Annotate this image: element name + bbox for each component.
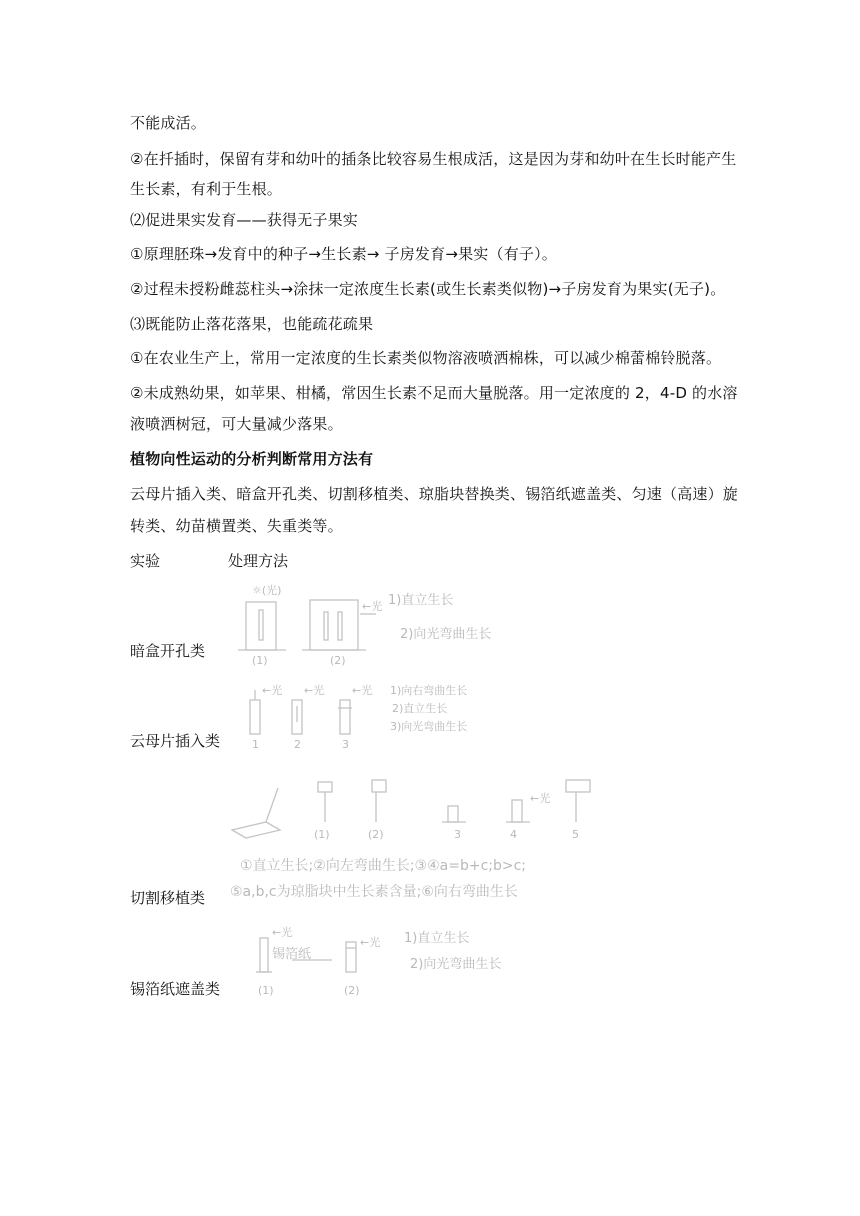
paragraph-line: ⑶既能防止落花落果，也能疏花疏果 bbox=[130, 315, 374, 333]
fig-text: (1) bbox=[258, 984, 274, 997]
fig-text: ☼(光) bbox=[252, 584, 282, 597]
fig-text: 1)直立生长 bbox=[388, 593, 454, 608]
fig-text: 4 bbox=[510, 828, 517, 841]
fig-text: 3 bbox=[342, 738, 349, 751]
fig-text: (1) bbox=[252, 654, 268, 666]
row-label-cut-transplant: 切割移植类 bbox=[130, 889, 206, 907]
paragraph-line: ①原理胚珠→发育中的种子→生长素→ 子房发育→果实（有子）。 bbox=[130, 245, 557, 263]
fig-text: 1 bbox=[252, 738, 259, 751]
cut-transplant-figure bbox=[226, 772, 636, 910]
fig-text: 3)向光弯曲生长 bbox=[390, 720, 468, 733]
foil-figure bbox=[252, 922, 522, 998]
paragraph-line: 液喷洒树冠，可大量减少落果。 bbox=[130, 415, 343, 433]
row-label-mica: 云母片插入类 bbox=[130, 732, 221, 750]
paragraph-line: ②未成熟幼果，如苹果、柑橘，常因生长素不足而大量脱落。用一定浓度的 2，4-D 的水溶 bbox=[130, 384, 738, 402]
fig-text: ←光 bbox=[360, 936, 381, 949]
fig-text: ←光 bbox=[530, 792, 551, 805]
paragraph-line: ②过程未授粉雌蕊柱头→涂抹一定浓度生长素(或生长素类似物)→子房发育为果实(无子)。 bbox=[130, 280, 726, 298]
fig-text: ←光 bbox=[362, 600, 383, 613]
section-heading: 植物向性运动的分析判断常用方法有 bbox=[130, 450, 374, 468]
fig-text: (2) bbox=[344, 984, 360, 997]
fig-text: ←光 bbox=[272, 926, 293, 939]
fig-text: (2) bbox=[330, 654, 346, 666]
fig-text: ①直立生长;②向左弯曲生长;③④a=b+c;b>c; bbox=[240, 858, 527, 874]
paragraph-line: ①在农业生产上，常用一定浓度的生长素类似物溶液喷洒棉株，可以减少棉蕾棉铃脱落。 bbox=[130, 349, 722, 367]
fig-text: ←光 bbox=[352, 684, 373, 697]
row-label-dark-box: 暗盒开孔类 bbox=[130, 642, 206, 660]
fig-text: 1)直立生长 bbox=[404, 931, 470, 946]
fig-text: 5 bbox=[572, 828, 579, 841]
fig-text: ←光 bbox=[304, 684, 325, 697]
dark-box-figure bbox=[238, 580, 498, 666]
mica-figure bbox=[244, 678, 504, 752]
intro-line: 云母片插入类、暗盒开孔类、切割移植类、琼脂块替换类、锡箔纸遮盖类、匀速（高速）旋 bbox=[130, 485, 739, 503]
fig-text: 3 bbox=[454, 828, 461, 841]
fig-text: 2 bbox=[294, 738, 301, 751]
fig-text: 锡箔纸 bbox=[272, 947, 312, 962]
intro-line: 转类、幼苗横置类、失重类等。 bbox=[130, 517, 343, 535]
paragraph-line: ⑵促进果实发育——获得无子果实 bbox=[130, 211, 359, 229]
fig-text: 2)向光弯曲生长 bbox=[410, 957, 502, 972]
fig-text: (2) bbox=[368, 828, 384, 841]
fig-text: 1)向右弯曲生长 bbox=[390, 684, 468, 697]
fig-text: (1) bbox=[314, 828, 330, 841]
row-label-foil: 锡箔纸遮盖类 bbox=[130, 980, 221, 998]
paragraph-line: 生长素，有利于生根。 bbox=[130, 180, 283, 198]
paragraph-line: 不能成活。 bbox=[130, 114, 207, 132]
fig-text: 2)向光弯曲生长 bbox=[400, 627, 492, 642]
fig-text: ←光 bbox=[262, 684, 283, 697]
fig-text: 2)直立生长 bbox=[392, 702, 448, 715]
table-header-method: 处理方法 bbox=[228, 552, 289, 570]
fig-text: ⑤a,b,c为琼脂块中生长素含量;⑥向右弯曲生长 bbox=[230, 884, 518, 900]
paragraph-line: ②在扦插时，保留有芽和幼叶的插条比较容易生根成活，这是因为芽和幼叶在生长时能产生 bbox=[130, 150, 737, 168]
table-header-experiment: 实验 bbox=[130, 552, 161, 570]
